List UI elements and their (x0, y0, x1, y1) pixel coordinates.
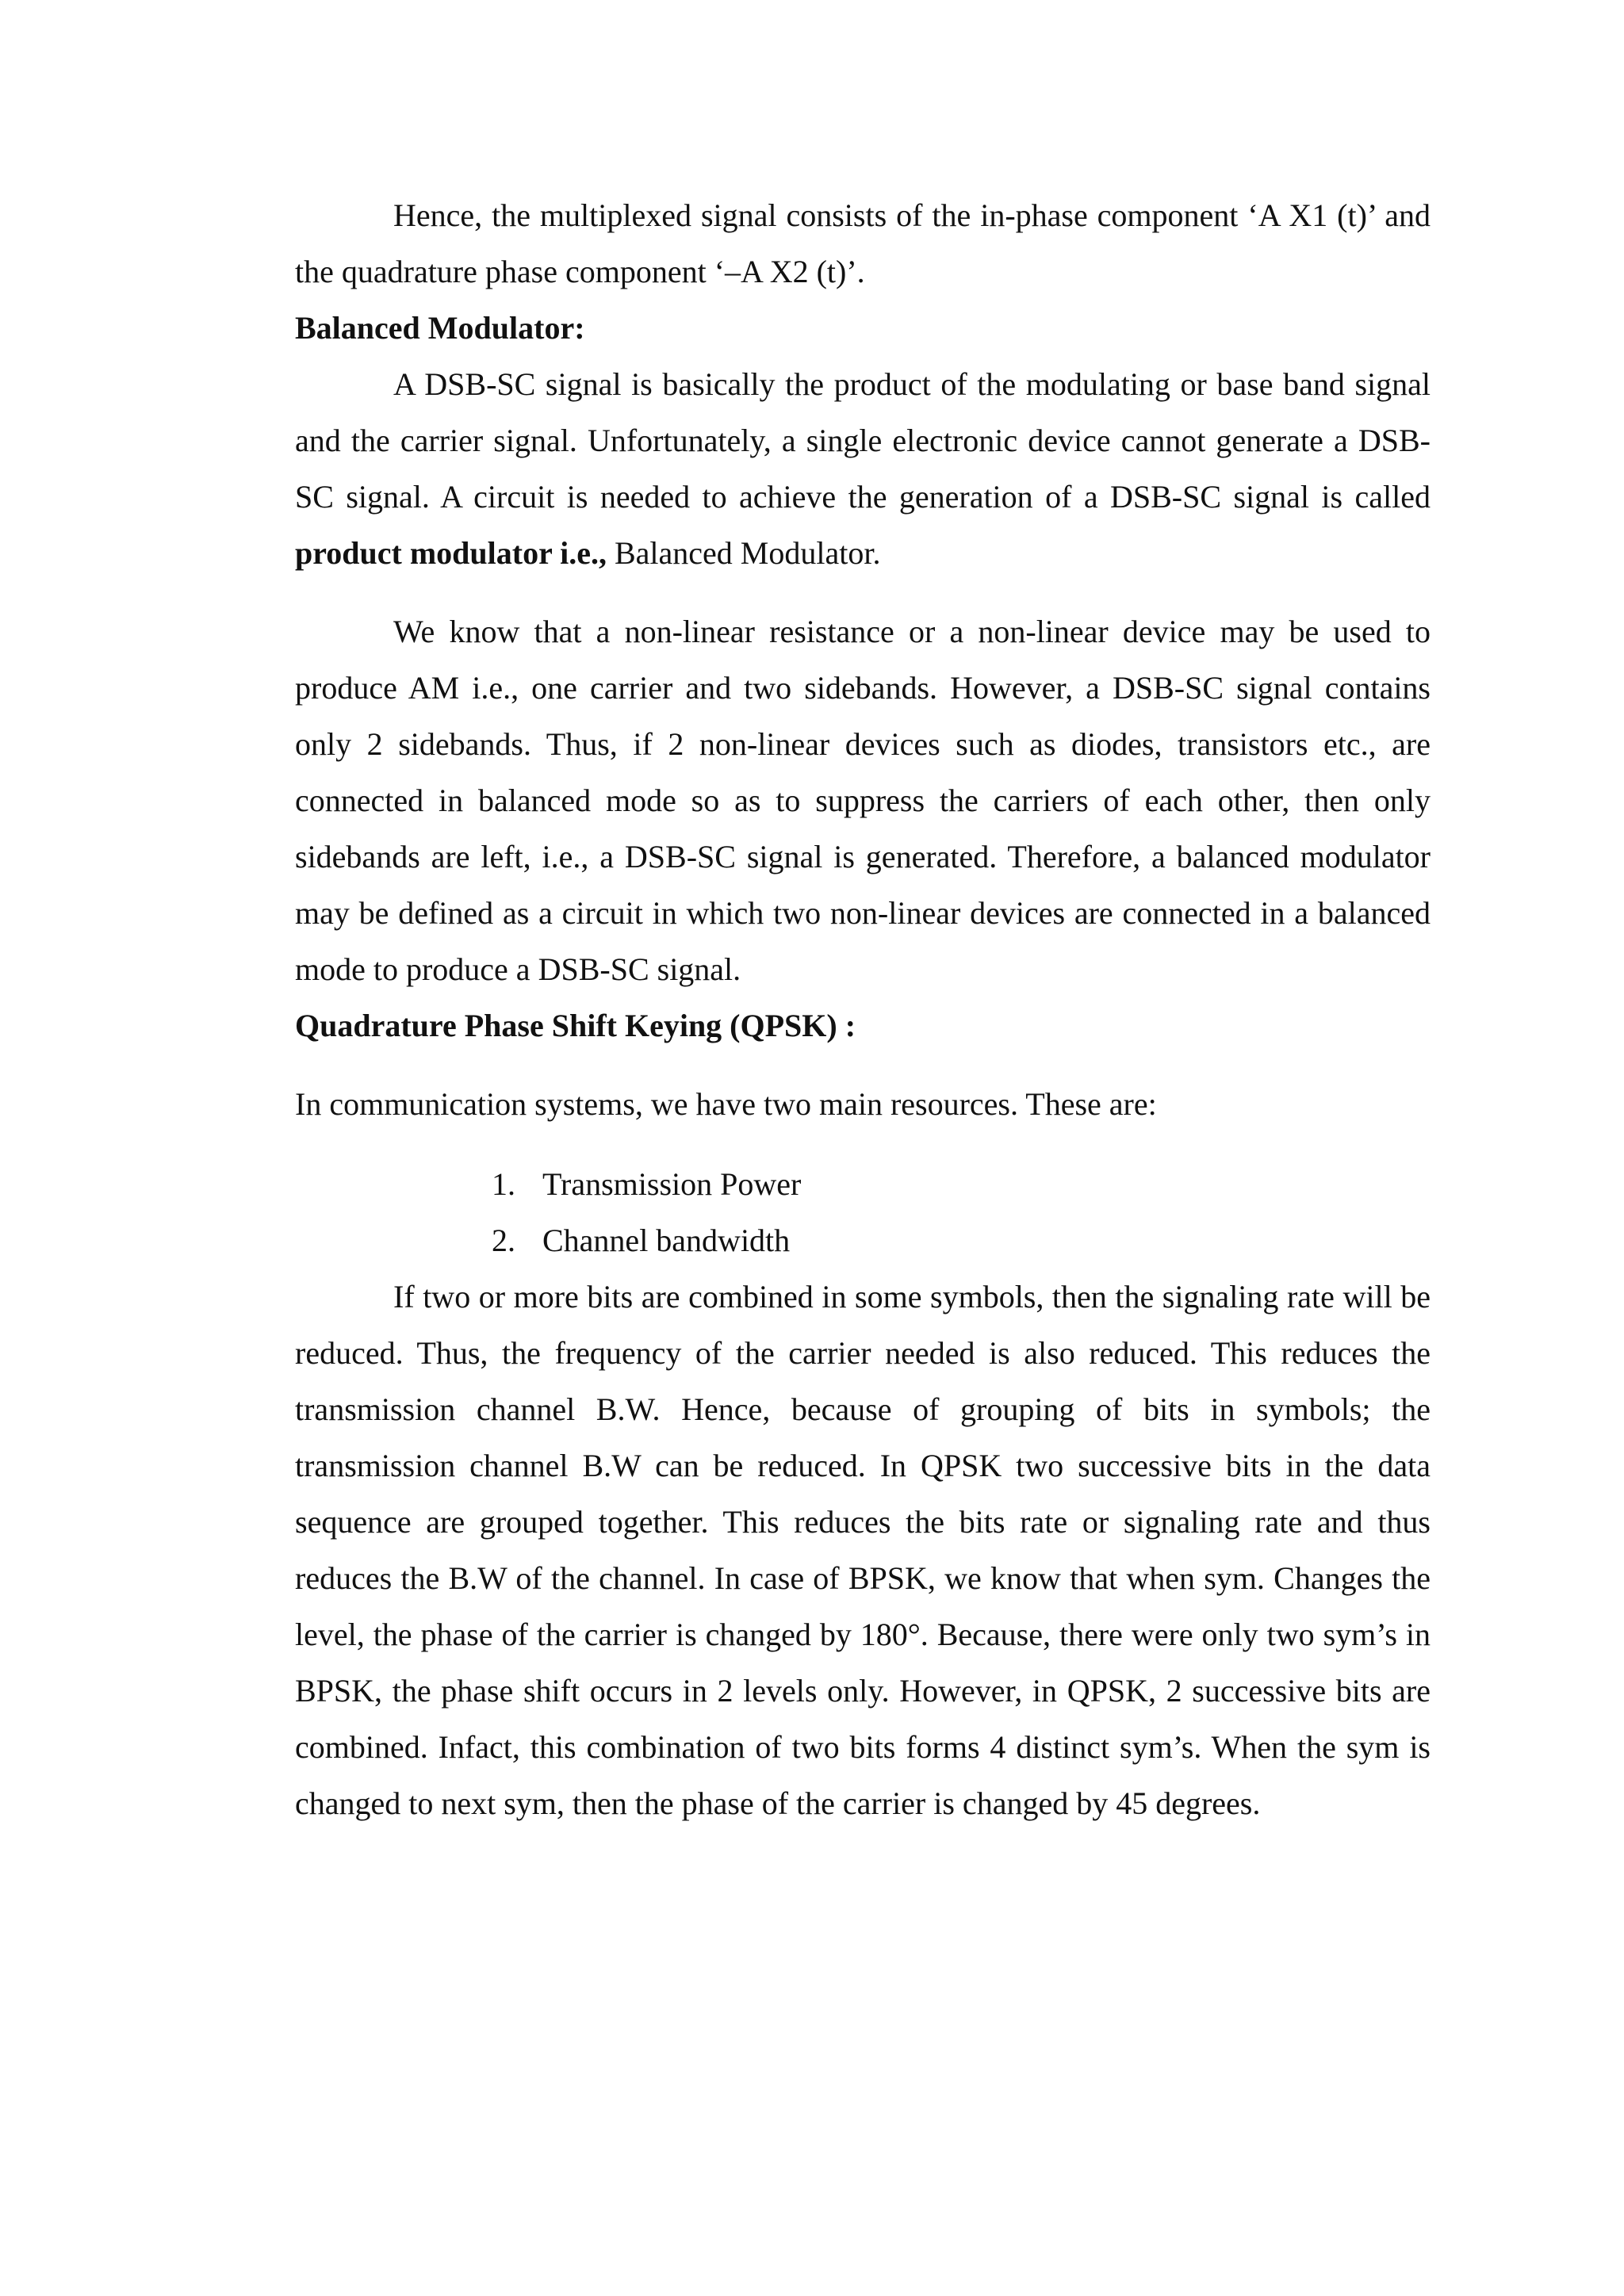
list-item-number: 1. (492, 1166, 515, 1202)
paragraph-non-linear-devices: We know that a non-linear resistance or a non-linear device may be used to produce AM i.e., one carrier and two sidebands. However, a DSB-SC signal contains only 2 sidebands. Thus, if 2 non-linear devices such as diodes, transistors etc., are connected in balanced mode so as to suppress the carriers of each other, then only sidebands are left, i.e., a DSB-SC signal is generated. Therefore, a balanced modulator may be defined as a circuit in which two non-linear devices are connected in a balanced mode to produce a DSB-SC signal. (295, 614, 1431, 987)
resources-list (295, 1156, 1431, 1269)
heading-qpsk: Quadrature Phase Shift Keying (QPSK) : (295, 1008, 856, 1043)
paragraph-multiplexed-signal: Hence, the multiplexed signal consists of the in-phase component ‘A X1 (t)’ and the quadrature phase component ‘–A X2 (t)’. (295, 197, 1431, 289)
list-item-text: Channel bandwidth (542, 1223, 791, 1258)
bold-product-modulator: product modulator i.e., (295, 535, 607, 571)
paragraph-dsb-sc-end: Balanced Modulator. (615, 535, 881, 571)
paragraph-dsb-sc-text: A DSB-SC signal is basically the product of the modulating or base band signal and the carrier signal. Unfortunately, a single electronic device cannot generate a DSB-SC signal. A circuit is needed to achieve the generation of a DSB-SC signal is called (295, 366, 1431, 515)
paragraph-dsb-sc-definition (295, 356, 1431, 581)
paragraph-resources-intro: In communication systems, we have two main resources. These are: (295, 1086, 1157, 1122)
heading-balanced-modulator: Balanced Modulator: (295, 310, 585, 346)
paragraph-qpsk-explanation: If two or more bits are combined in some symbols, then the signaling rate will be reduced. Thus, the frequency of the carrier needed is also reduced. This reduces the transmission channel B.W. Hence, because of grouping of bits in symbols; the transmission channel B.W can be reduced. In QPSK two successive bits in the data sequence are grouped together. This reduces the bits rate or signaling rate and thus reduces the B.W of the channel. In case of BPSK, we know that when sym. Changes the level, the phase of the carrier is changed by 180°. Because, there were only two sym’s in BPSK, the phase shift occurs in 2 levels only. However, in QPSK, 2 successive bits are combined. Infact, this combination of two bits forms 4 distinct sym’s. When the sym is changed to next sym, then the phase of the carrier is changed by 45 degrees. (295, 1279, 1431, 1821)
list-item-text: Transmission Power (542, 1166, 802, 1202)
list-item (295, 1212, 1431, 1269)
list-item (295, 1156, 1431, 1212)
document-body (295, 187, 1431, 1831)
list-item-number: 2. (492, 1223, 515, 1258)
